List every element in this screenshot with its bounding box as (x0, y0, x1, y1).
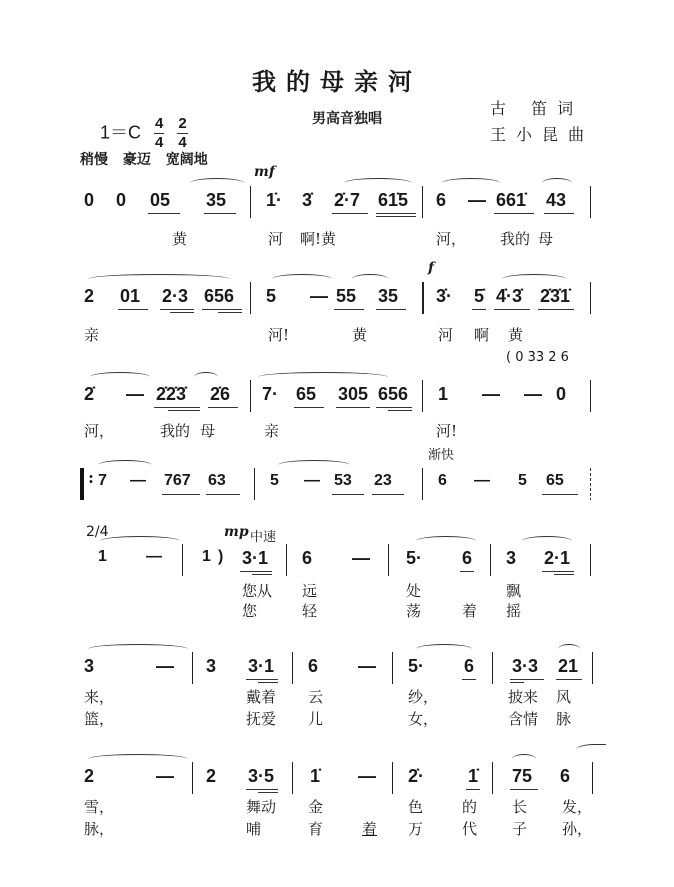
underline (154, 407, 200, 408)
note: — (482, 384, 500, 404)
barline (392, 762, 393, 794)
lyric: 河! (436, 422, 458, 440)
underline (118, 309, 148, 310)
lyric: 纱， (408, 688, 439, 706)
underline (494, 213, 534, 214)
lyric: 河 (268, 230, 284, 248)
barline (250, 282, 251, 314)
note: 0 (84, 190, 95, 210)
barline (286, 544, 287, 576)
lyric: 亲 (84, 326, 100, 344)
note: 5 (266, 286, 277, 306)
slur (90, 372, 150, 382)
note: — (146, 548, 162, 565)
lyric: 河， (436, 230, 467, 248)
underline (554, 574, 574, 575)
underline (542, 494, 578, 495)
repeat-start-barline (80, 468, 84, 500)
lyric: 河 (438, 326, 454, 344)
underline (206, 494, 240, 495)
lyric: 处 (406, 582, 422, 600)
note: 2̇6 (210, 384, 231, 404)
note: 2̇2̇3̇ (156, 384, 187, 404)
lyric: 风 (556, 688, 572, 706)
lyric: 摇 (506, 602, 522, 620)
slur (88, 754, 188, 764)
underline (202, 309, 242, 310)
slur (542, 178, 572, 188)
note: 63 (208, 472, 226, 489)
barline (254, 468, 255, 500)
lyric: 抚爱 (246, 710, 277, 728)
slur (558, 644, 580, 654)
slur (522, 536, 572, 546)
slur (352, 274, 388, 284)
lyric: 来， (84, 688, 115, 706)
note: 6 (438, 472, 447, 489)
lyric: 黄 (508, 326, 524, 344)
slur (98, 460, 152, 470)
note: 2·3 (162, 286, 189, 306)
underline (294, 407, 324, 408)
lyric: 我的 (160, 422, 191, 440)
barline (292, 762, 293, 794)
note: 2̇·7 (334, 190, 361, 210)
slur (88, 274, 230, 284)
note: 1 (438, 384, 449, 404)
note: 3·3 (512, 656, 539, 676)
lyric: 发， (562, 798, 593, 816)
note: — (126, 384, 144, 404)
underline (388, 410, 412, 411)
note: — (474, 472, 490, 489)
note: 01 (120, 286, 141, 306)
note: 6 (308, 656, 319, 676)
slur (272, 274, 332, 284)
lyric: 育 (308, 820, 324, 838)
tempo-marking: 稍慢 豪迈 宽阔地 (80, 152, 208, 168)
tempo-change-mark: 渐快 (428, 448, 455, 463)
note: 61̇5 (378, 190, 409, 210)
note: 1̇· (266, 190, 283, 210)
lyric: 着 (462, 602, 478, 620)
note: 2·1 (544, 548, 571, 568)
barline (492, 762, 493, 794)
lyric: 飘 (506, 582, 522, 600)
underline (510, 679, 544, 680)
lyric: 戴着 (246, 688, 277, 706)
lyric: 脉 (556, 710, 572, 728)
note: 5 (518, 472, 527, 489)
note: — (358, 766, 376, 786)
barline (590, 380, 591, 412)
underline (376, 216, 416, 217)
dashed-barline (590, 468, 591, 500)
slur (576, 744, 606, 754)
note: 35 (378, 286, 399, 306)
slur (258, 372, 388, 382)
underline (168, 410, 200, 411)
note: 1 (98, 548, 107, 565)
lyric: 云 (308, 688, 324, 706)
note: 2 (84, 766, 95, 786)
lyric: 万 (408, 820, 424, 838)
note: — (130, 472, 146, 489)
lyric: 女， (408, 710, 439, 728)
barline (392, 652, 393, 684)
lyric: 着 (362, 820, 378, 838)
lyric: 远 (302, 582, 318, 600)
note: 3 (206, 656, 217, 676)
note: 661̇ (496, 190, 527, 210)
underline (466, 789, 480, 790)
note: 0 (116, 190, 127, 210)
underline (462, 679, 476, 680)
barline (250, 380, 251, 412)
underline (372, 494, 404, 495)
note: 656 (204, 286, 235, 306)
score-row-1 (82, 164, 602, 250)
lyric: 舞动 (246, 798, 277, 816)
underline (246, 789, 278, 790)
note: 3̇ (302, 190, 313, 210)
underline (218, 312, 242, 313)
underline (556, 679, 582, 680)
note: 3 (84, 656, 95, 676)
slur (190, 178, 244, 188)
underline (252, 574, 272, 575)
lyric: 您从 (242, 582, 273, 600)
lyric: 黄 (172, 230, 188, 248)
score-row-2 (82, 260, 602, 346)
lyric: 脉， (84, 820, 115, 838)
repeat-dots: : (88, 468, 94, 487)
note: — (156, 656, 174, 676)
slur (100, 536, 180, 546)
note: 6 (560, 766, 571, 786)
barline (592, 762, 593, 794)
lyric: 雪， (84, 798, 115, 816)
underline (510, 789, 538, 790)
note: 2 (84, 286, 95, 306)
note: — (156, 766, 174, 786)
note: 4̇·3̇ (496, 286, 523, 306)
note: 7· (262, 384, 279, 404)
dynamic-mark: mp (224, 524, 249, 540)
underline (376, 407, 412, 408)
note: 767 (164, 472, 191, 489)
note: — (310, 286, 328, 306)
barline (388, 544, 389, 576)
barline (492, 652, 493, 684)
note: 3̇· (436, 286, 453, 306)
underline (510, 682, 524, 683)
lyric: 荡 (406, 602, 422, 620)
dynamic-mark: mf (254, 164, 275, 180)
barline (192, 652, 193, 684)
lyric: 亲 (264, 422, 280, 440)
note: 1̇ (310, 766, 321, 786)
underline (544, 213, 574, 214)
note: 5· (408, 656, 425, 676)
note: 2̇· (408, 766, 425, 786)
lyric: 金 (308, 798, 324, 816)
note: 21 (558, 656, 579, 676)
note: 305 (338, 384, 369, 404)
dynamic-mark: f (428, 260, 435, 276)
barline (182, 544, 183, 576)
note: 3·5 (248, 766, 275, 786)
score-row-4 (82, 448, 602, 532)
barline (422, 380, 423, 412)
note: — (358, 656, 376, 676)
song-title: 我的母亲河 (252, 68, 422, 96)
slur (344, 178, 412, 188)
note: 6 (464, 656, 475, 676)
underline (332, 213, 368, 214)
note: — (468, 190, 486, 210)
time-signature-4-4: $\frac{4}{4}$ (155, 115, 164, 151)
score-row-6 (82, 656, 602, 728)
underline (542, 571, 574, 572)
slur (194, 372, 218, 382)
note: 35 (206, 190, 227, 210)
note: 5· (406, 548, 423, 568)
note: 656 (378, 384, 409, 404)
lyric: 啊 (474, 326, 490, 344)
time-signature-2-4: $\frac{2}{4}$ (178, 115, 187, 151)
barline (592, 652, 593, 684)
time-signature-change: 2/4 (86, 524, 109, 540)
note: 3 (506, 548, 517, 568)
note: 2 (206, 766, 217, 786)
note: 3·1 (242, 548, 269, 568)
lyric: 长 (512, 798, 528, 816)
note: 65 (546, 472, 564, 489)
note: 55 (336, 286, 357, 306)
composer-credit: 王小昆曲 (490, 125, 595, 144)
lyric: 的 (462, 798, 478, 816)
slur (278, 460, 350, 470)
lyric: 母 (538, 230, 554, 248)
key-signature (100, 115, 188, 152)
barline (250, 186, 251, 218)
note: 1̇ (468, 766, 479, 786)
underline (460, 571, 474, 572)
note: 7 (98, 472, 107, 489)
barline (422, 282, 424, 314)
lyricist-credit: 古 笛词 (490, 99, 584, 118)
underline (170, 312, 194, 313)
underline (258, 682, 278, 683)
underline (240, 571, 272, 572)
underline (538, 309, 574, 310)
barline (422, 186, 423, 218)
slur (442, 178, 500, 188)
lyric: 您 (242, 602, 258, 620)
lyric: 啊!黄 (300, 230, 337, 248)
slur (502, 274, 566, 284)
note: 43 (546, 190, 567, 210)
underline (148, 213, 180, 214)
barline (192, 762, 193, 794)
key-label: 1＝C (100, 122, 142, 143)
underline (162, 494, 200, 495)
lyric: 儿 (308, 710, 324, 728)
note: 5 (270, 472, 279, 489)
slur (416, 536, 476, 546)
lyric: 含情 (508, 710, 539, 728)
lyric: 轻 (302, 602, 318, 620)
note: 23 (374, 472, 392, 489)
lyric: 哺 (246, 820, 262, 838)
barline (590, 282, 591, 314)
underline (336, 407, 370, 408)
note: — (352, 548, 370, 568)
note: — (304, 472, 320, 489)
underline (204, 213, 236, 214)
score-row-3 (82, 350, 602, 444)
note: 3·1 (248, 656, 275, 676)
lyric: 我的 (500, 230, 531, 248)
lyric: 母 (200, 422, 216, 440)
lyric: 河， (84, 422, 115, 440)
note: 2̇ (84, 384, 95, 404)
underline (246, 679, 278, 680)
lyric: 子 (512, 820, 528, 838)
note: 65 (296, 384, 317, 404)
score-row-7 (82, 766, 602, 838)
lyric: 篮， (84, 710, 115, 728)
slur (512, 754, 536, 764)
lyric: 孙， (562, 820, 593, 838)
barline (590, 186, 591, 218)
note: ) (218, 548, 224, 565)
underline (258, 792, 278, 793)
underline (376, 309, 406, 310)
lyric: 代 (462, 820, 478, 838)
underline (494, 309, 530, 310)
underline (376, 213, 416, 214)
note: 6 (436, 190, 447, 210)
barline (490, 544, 491, 576)
underline (160, 309, 194, 310)
score-row-5 (82, 524, 602, 620)
note: 6 (302, 548, 313, 568)
lyric: 披来 (508, 688, 539, 706)
slur (416, 644, 472, 654)
barline (590, 544, 591, 576)
note: 6 (462, 548, 473, 568)
lyric: 河! (268, 326, 290, 344)
note: 5̇ (474, 286, 485, 306)
underline (208, 407, 238, 408)
slur (88, 644, 188, 654)
underline (334, 309, 364, 310)
note: 0 (556, 384, 567, 404)
note: 53 (334, 472, 352, 489)
interlude-notation: ( 0 3̇3̇ 2̇ 6 (506, 350, 569, 365)
performance-type: 男高音独唱 (312, 111, 382, 127)
tempo-mark: 中速 (250, 530, 277, 545)
lyric: 色 (408, 798, 424, 816)
note: 05 (150, 190, 171, 210)
note: — (524, 384, 542, 404)
note: 75 (512, 766, 533, 786)
barline (292, 652, 293, 684)
lyric: 黄 (352, 326, 368, 344)
barline (422, 468, 423, 500)
note: 1 (202, 548, 211, 565)
note: 2̇3̇1̇ (540, 286, 571, 306)
underline (472, 309, 486, 310)
underline (332, 494, 364, 495)
